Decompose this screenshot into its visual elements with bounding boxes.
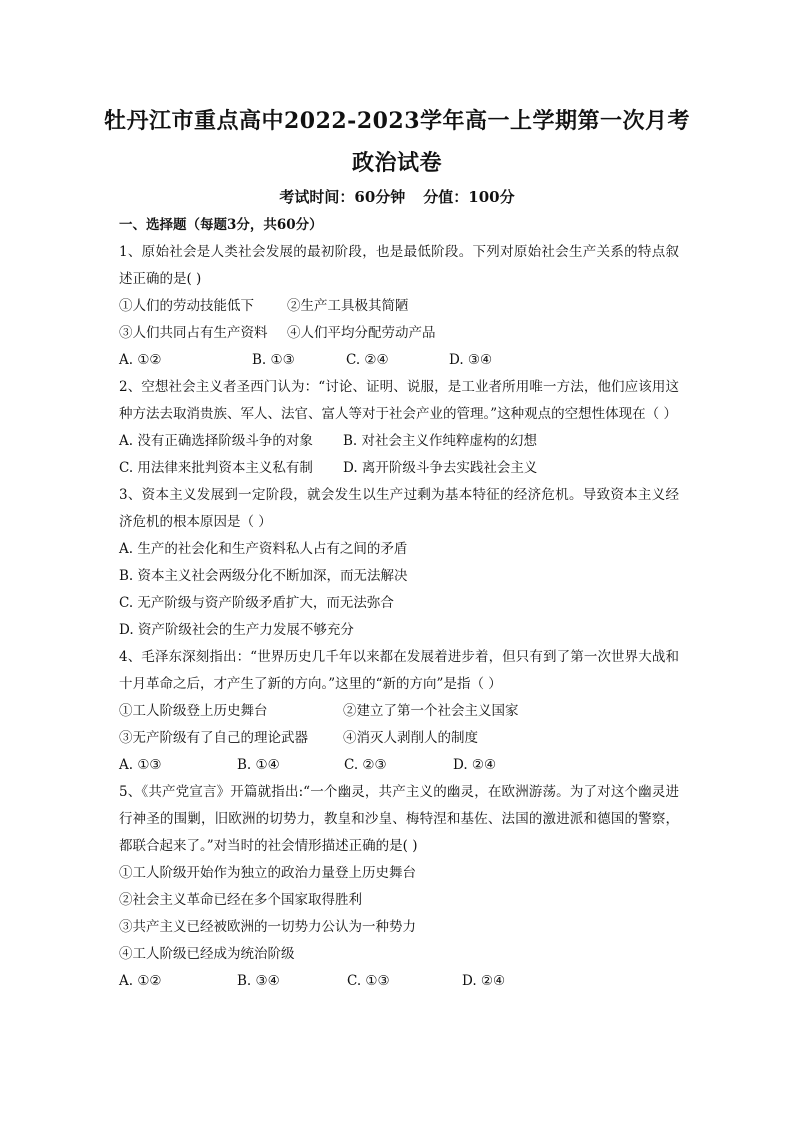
question-2-options-row-1 — [119, 428, 679, 455]
exam-meta — [0, 186, 794, 207]
question-1-item-3: ③人们共同占有生产资料 — [119, 325, 268, 341]
question-1-item-4: ④人们平均分配劳动产品 — [287, 325, 436, 341]
question-1-option-a[interactable]: A. ①② — [119, 352, 162, 368]
question-4-item-1: ①工人阶级登上历史舞台 — [119, 703, 268, 719]
question-4-item-3: ③无产阶级有了自己的理论武器 — [119, 730, 308, 746]
question-5-item-3: ③共产主义已经被欧洲的一切势力公认为一种势力 — [119, 919, 416, 935]
question-1-option-b[interactable]: B. ①③ — [252, 352, 295, 368]
question-5-option-a[interactable]: A. ①② — [119, 973, 162, 989]
question-1-item-1: ①人们的劳动技能低下 — [119, 298, 254, 314]
question-3-option-b[interactable]: B. 资本主义社会两级分化不断加深，而无法解决 — [119, 568, 408, 584]
question-2-options-row-2 — [119, 455, 679, 482]
question-4-item-4: ④消灭人剥削人的制度 — [343, 730, 478, 746]
question-2-option-d[interactable]: D. 离开阶级斗争去实践社会主义 — [343, 460, 538, 476]
question-4-option-d[interactable]: D. ②④ — [453, 757, 497, 773]
question-3-option-a[interactable]: A. 生产的社会化和生产资料私人占有之间的矛盾 — [119, 541, 408, 557]
question-4-items-row-2 — [119, 725, 679, 752]
exam-score: 分值：100分 — [423, 188, 515, 206]
question-2-option-b[interactable]: B. 对社会主义作纯粹虚构的幻想 — [343, 433, 538, 449]
question-1-item-2: ②生产工具极其简陋 — [287, 298, 409, 314]
question-3-option-c[interactable]: C. 无产阶级与资产阶级矛盾扩大，而无法弥合 — [119, 595, 394, 611]
question-2-option-c[interactable]: C. 用法律来批判资本主义私有制 — [119, 460, 313, 476]
question-5-item-1: ①工人阶级开始作为独立的政治力量登上历史舞台 — [119, 865, 416, 881]
question-5-option-b[interactable]: B. ③④ — [237, 973, 280, 989]
exam-subject-title: 政治试卷 — [351, 150, 442, 176]
question-4-option-a[interactable]: A. ①③ — [119, 757, 162, 773]
question-5-option-d[interactable]: D. ②④ — [462, 973, 506, 989]
question-5-item-4: ④工人阶级已经成为统治阶级 — [119, 946, 295, 962]
question-1-option-d[interactable]: D. ③④ — [449, 352, 493, 368]
question-5-option-c[interactable]: C. ①③ — [347, 973, 390, 989]
exam-title: 牡丹江市重点高中2022-2023学年高一上学期第一次月考 — [103, 108, 691, 134]
question-4-option-b[interactable]: B. ①④ — [237, 757, 280, 773]
question-4-item-2: ②建立了第一个社会主义国家 — [343, 703, 519, 719]
question-1-option-c[interactable]: C. ②④ — [346, 352, 389, 368]
question-4-option-c[interactable]: C. ②③ — [344, 757, 387, 773]
question-3-stem: 3、资本主义发展到一定阶段，就会发生以生产过剩为基本特征的经济危机。导致资本主义经济危机的根本原因是（ ） — [119, 487, 679, 530]
question-5-options — [119, 968, 679, 995]
question-4-options — [119, 752, 679, 779]
question-4-items-row-1 — [119, 698, 679, 725]
question-2-option-a[interactable]: A. 没有正确选择阶级斗争的对象 — [119, 433, 313, 449]
question-2-stem: 2、空想社会主义者圣西门认为：“讨论、证明、说服，是工业者所用唯一方法，他们应该用这种方法去取消贵族、军人、法官、富人等对于社会产业的管理。”这种观点的空想性体现在（ ） — [119, 379, 679, 422]
question-4-stem: 4、毛泽东深刻指出：“世界历史几千年以来都在发展着进步着，但只有到了第一次世界大战和十月革命之后，才产生了新的方向。”这里的“新的方向”是指（ ） — [119, 649, 679, 692]
question-1-stem: 1、原始社会是人类社会发展的最初阶段，也是最低阶段。下列对原始社会生产关系的特点叙述正确的是( ) — [119, 244, 679, 287]
question-1-items-row-2 — [119, 320, 679, 347]
question-3-option-d[interactable]: D. 资产阶级社会的生产力发展不够充分 — [119, 622, 354, 638]
question-1-options — [119, 347, 679, 374]
exam-content — [119, 212, 679, 995]
question-1-items-row-1 — [119, 293, 679, 320]
section-heading: 一、选择题（每题3分，共60分） — [119, 217, 323, 233]
exam-time: 考试时间：60分钟 — [279, 188, 406, 206]
question-5-stem: 5、《共产党宣言》开篇就指出:“一个幽灵，共产主义的幽灵，在欧洲游荡。为了对这个幽灵进行神圣的围剿，旧欧洲的切势力，教皇和沙皇、梅特涅和基佐、法国的激进派和德国的警察，都联合起来了。”对当时的社会情形描述正确的是( ) — [119, 784, 679, 854]
question-5-item-2: ②社会主义革命已经在多个国家取得胜利 — [119, 892, 362, 908]
